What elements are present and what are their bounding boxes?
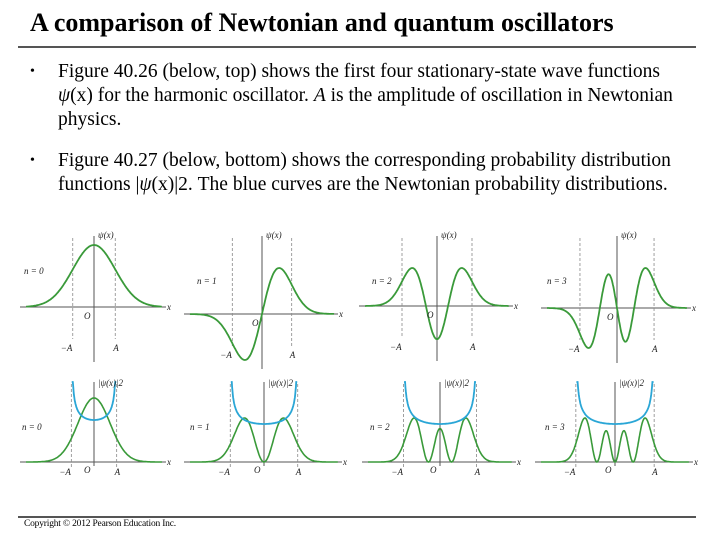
a-label: A bbox=[469, 342, 476, 352]
copyright-text: Copyright © 2012 Pearson Education Inc. bbox=[24, 519, 176, 529]
prob-panel-n2 bbox=[370, 378, 525, 480]
bullet-2-end: . The blue curves are the Newtonian probability distributions. bbox=[187, 174, 668, 195]
a-label: A bbox=[652, 467, 658, 477]
prob-panel-n3 bbox=[545, 378, 700, 480]
origin-label: O bbox=[252, 318, 259, 328]
bullet-2-text bbox=[58, 149, 688, 197]
bullet-dot: • bbox=[30, 153, 35, 168]
minus-a-label: −A bbox=[59, 467, 71, 477]
bullet-2-lead: Figure 40.27 (below, bottom) shows the corresponding probability distribution functions | bbox=[58, 150, 671, 195]
bullet-2-sq: |2 bbox=[174, 174, 188, 195]
a-label: A bbox=[289, 350, 296, 360]
wave-panel-n1 bbox=[195, 222, 350, 372]
footer-divider bbox=[18, 516, 696, 518]
x-axis-label: x bbox=[692, 303, 696, 313]
title-divider bbox=[18, 46, 696, 48]
wave-panel-n3 bbox=[545, 222, 700, 372]
minus-a-label: −A bbox=[390, 342, 402, 352]
a-label: A bbox=[295, 467, 302, 477]
y-axis-label: |ψ(x)|2 bbox=[619, 378, 645, 388]
wave-panel-n2 bbox=[370, 222, 525, 372]
origin-label: O bbox=[607, 312, 614, 322]
n-label: n = 3 bbox=[545, 422, 565, 432]
slide-title: A comparison of Newtonian and quantum oscillators bbox=[30, 8, 614, 37]
minus-a-label: −A bbox=[218, 467, 230, 477]
minus-a-label: −A bbox=[567, 344, 580, 354]
x-axis-label: x bbox=[167, 457, 171, 467]
n-label: n = 3 bbox=[547, 276, 567, 286]
wave-panel-n0 bbox=[22, 222, 172, 354]
y-axis-label: ψ(x) bbox=[266, 230, 282, 240]
x-axis-label: x bbox=[339, 309, 343, 319]
bullet-1-lead: Figure 40.26 (below, top) shows the first four stationary-state wave functions bbox=[58, 61, 661, 82]
minus-a-label: −A bbox=[563, 467, 576, 477]
bullet-1-psi: ψ bbox=[58, 85, 71, 106]
a-label: A bbox=[114, 467, 121, 477]
x-axis-label: x bbox=[343, 457, 347, 467]
origin-label: O bbox=[84, 465, 91, 475]
bullet-2-psi: ψ bbox=[139, 174, 152, 195]
x-axis-label: x bbox=[167, 302, 171, 312]
x-axis-label: x bbox=[517, 457, 521, 467]
a-label: A bbox=[474, 467, 481, 477]
bullet-2-arg: (x) bbox=[151, 174, 175, 195]
y-axis-label: |ψ(x)|2 bbox=[268, 378, 294, 388]
n-label: n = 0 bbox=[22, 422, 42, 432]
bullet-dot: • bbox=[30, 64, 35, 79]
origin-label: O bbox=[427, 310, 434, 320]
n-label: n = 2 bbox=[370, 422, 390, 432]
origin-label: O bbox=[430, 465, 437, 475]
y-axis-label: ψ(x) bbox=[441, 230, 457, 240]
x-axis-label: x bbox=[514, 301, 518, 311]
x-axis-label: x bbox=[694, 457, 698, 467]
minus-a-label: −A bbox=[60, 343, 73, 353]
bullet-1-tail: for the harmonic oscillator. bbox=[92, 85, 314, 106]
n-label: n = 1 bbox=[190, 422, 210, 432]
bullet-1-arg: (x) bbox=[70, 85, 93, 106]
n-label: n = 2 bbox=[372, 276, 392, 286]
minus-a-label: −A bbox=[220, 350, 232, 360]
n-label: n = 1 bbox=[197, 276, 217, 286]
origin-label: O bbox=[254, 465, 261, 475]
a-label: A bbox=[652, 344, 658, 354]
y-axis-label: |ψ(x)|2 bbox=[444, 378, 470, 388]
origin-label: O bbox=[605, 465, 612, 475]
bullet-1-text bbox=[58, 60, 688, 132]
bullet-1-end: is the amplitude of oscillation in Newtonian physics. bbox=[58, 85, 673, 130]
minus-a-label: −A bbox=[391, 467, 403, 477]
origin-label: O bbox=[84, 311, 91, 321]
prob-panel-n0 bbox=[22, 378, 172, 480]
a-label: A bbox=[113, 343, 119, 353]
y-axis-label: ψ(x) bbox=[621, 230, 637, 240]
y-axis-label: |ψ(x)|2 bbox=[98, 378, 124, 388]
n-label: n = 0 bbox=[24, 266, 44, 276]
bullet-1-amp: A bbox=[313, 85, 326, 106]
y-axis-label: ψ(x) bbox=[98, 230, 114, 240]
prob-panel-n1 bbox=[190, 378, 350, 480]
